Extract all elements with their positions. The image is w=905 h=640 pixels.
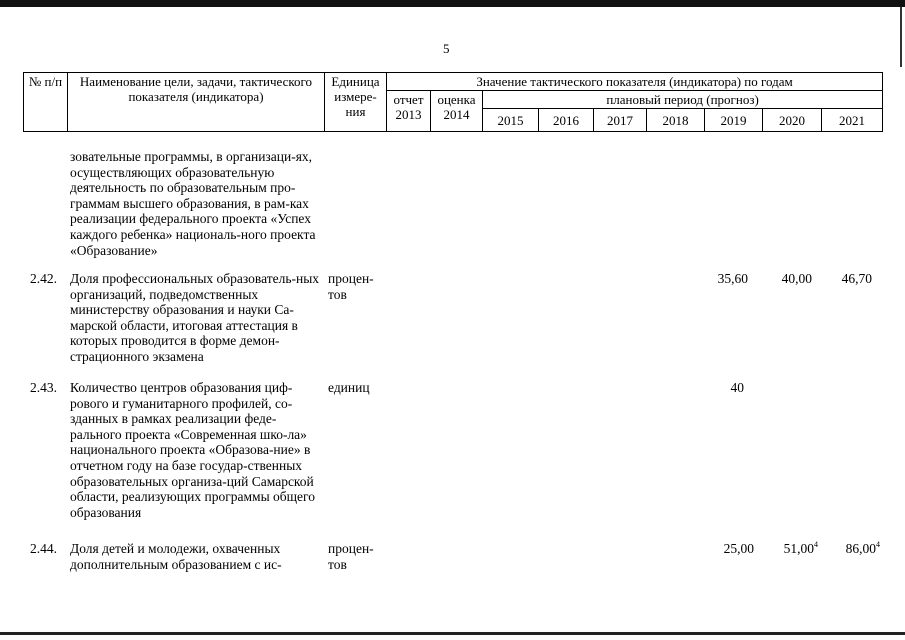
indicator-name: Доля детей и молодежи, охваченных дополнительным образованием с ис- xyxy=(70,541,282,572)
unit-cell: процен-тов xyxy=(328,541,374,572)
header-year: 2019 xyxy=(705,109,763,132)
value-2020: 40,00 xyxy=(781,271,812,286)
header-col-num: № п/п xyxy=(24,73,68,132)
bottom-scan-border xyxy=(0,632,905,635)
header-col-estimate: оценка 2014 xyxy=(431,91,483,132)
value-2021: 86,00$^4$ xyxy=(845,540,880,556)
indicator-name: Доля профессиональных образователь-ных организаций, подведомственных министерству образования и науки Са-марской области, итоговая аттестация в которых проводится в форме демон-страционного экзамена xyxy=(70,271,320,364)
value-2021: 46,70 xyxy=(841,271,872,286)
header-year: 2015 xyxy=(483,109,539,132)
right-scan-edge xyxy=(900,7,902,67)
value-2019: 35,60 xyxy=(717,271,748,286)
indicator-name: Количество центров образования циф-рового и гуманитарного профилей, со-зданных в рамках реализации феде-рального проекта «Современная шко-ла» национального проекта «Образова-ние» в отчетном году на базе государ-ственных образовательных организа-ций Самарской области, реализующих программы общего образования xyxy=(70,380,315,520)
header-year: 2021 xyxy=(822,109,883,132)
unit-cell: единиц xyxy=(328,380,370,395)
header-year: 2018 xyxy=(647,109,705,132)
header-year: 2020 xyxy=(763,109,822,132)
value-2019: 40 xyxy=(730,380,744,395)
value-2020: 51,00$^4$ xyxy=(783,540,818,556)
row-number: 2.42. xyxy=(30,271,57,286)
unit-cell: процен-тов xyxy=(328,271,374,302)
indicator-name: зовательные программы, в организаци-ях, осуществляющих образовательную деятельность по образовательным про-граммам высшего образования, в рам-ках реализации федерального проекта «Успех каждого ребенка» националь-ного проекта «Образование» xyxy=(70,149,316,258)
header-year: 2016 xyxy=(539,109,594,132)
header-col-report: отчет 2013 xyxy=(387,91,431,132)
header-col-unit: Единица измере-ния xyxy=(325,73,387,132)
value-2019: 25,00 xyxy=(723,541,754,556)
header-col-name: Наименование цели, задачи, тактического показателя (индикатора) xyxy=(68,73,325,132)
header-col-values: Значение тактического показателя (индикатора) по годам xyxy=(387,73,883,91)
header-col-plan: плановый период (прогноз) xyxy=(483,91,883,109)
table-header xyxy=(23,72,883,132)
row-number: 2.44. xyxy=(30,541,57,556)
top-scan-border xyxy=(0,0,905,7)
page-number: 5 xyxy=(443,41,450,56)
row-number: 2.43. xyxy=(30,380,57,395)
header-year: 2017 xyxy=(594,109,647,132)
